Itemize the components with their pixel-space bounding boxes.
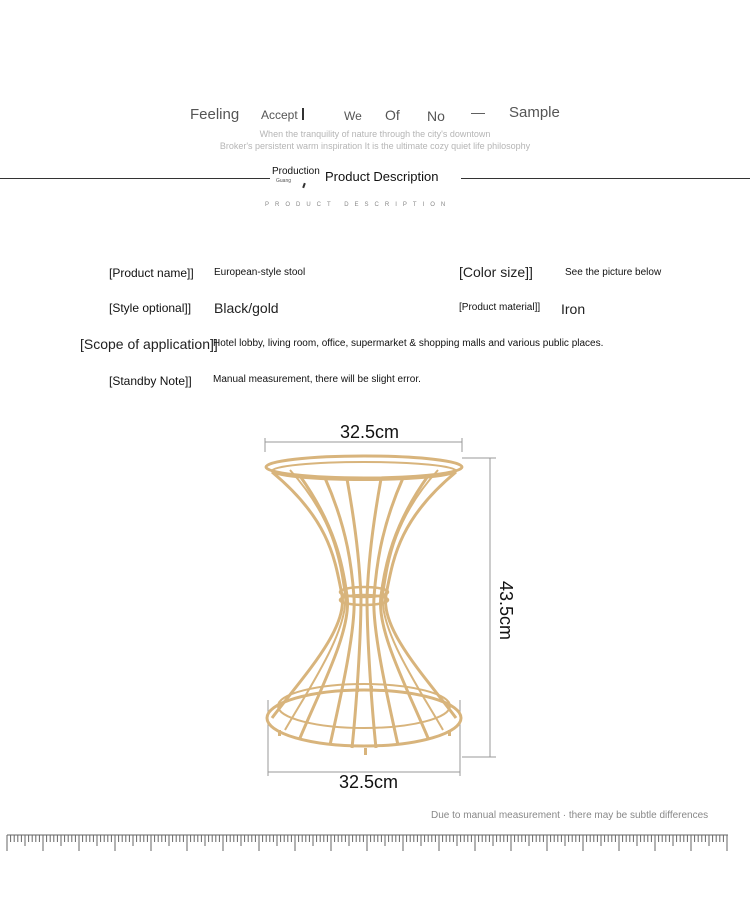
header-word-no: No [427, 108, 445, 124]
header-word-feeling: Feeling [190, 106, 240, 123]
spec-product-name-label: [Product name]] [109, 266, 194, 280]
spec-standby-value: Manual measurement, there will be slight error. [213, 374, 421, 385]
header-word-accept: Accept [261, 108, 298, 122]
spec-style-value: Black/gold [214, 300, 279, 316]
spec-material-label: [Product material]] [459, 302, 541, 313]
header-word-we: We [344, 109, 362, 123]
header-dash: — [471, 104, 485, 120]
spec-product-name-value: European-style stool [214, 267, 306, 278]
header-word-of: Of [385, 107, 400, 123]
dimension-height: 43.5cm [496, 580, 517, 641]
header-word-sample: Sample [509, 104, 560, 121]
dimension-top-width: 32.5cm [340, 422, 400, 442]
spec-standby-label: [Standby Note]] [109, 374, 192, 388]
header-subtitle-line2: Broker's persistent warm inspiration It is the ultimate cozy quiet life philosophy [219, 141, 531, 151]
header-subtitle-line1: When the tranquility of nature through the city's downtown [259, 129, 491, 139]
spec-scope-label: [Scope of application]] [80, 336, 218, 352]
spec-scope-value: Hotel lobby, living room, office, supermarket & shopping malls and various public places. [213, 338, 604, 349]
spec-style-label: [Style optional]] [109, 301, 192, 315]
section-tiny-label: Guang [276, 178, 292, 184]
section-title: Product Description [325, 169, 439, 184]
spec-color-size-label: [Color size]] [459, 264, 533, 280]
spec-color-size-value: See the picture below [565, 267, 662, 278]
section-small-label: Production [272, 166, 320, 177]
footer-note: Due to manual measurement · there may be subtle differences [431, 810, 709, 821]
section-spaced-caption: PRODUCT DESCRIPTION [265, 202, 452, 208]
dimension-bottom-width: 32.5cm [339, 772, 399, 792]
spec-material-value: Iron [561, 301, 586, 317]
